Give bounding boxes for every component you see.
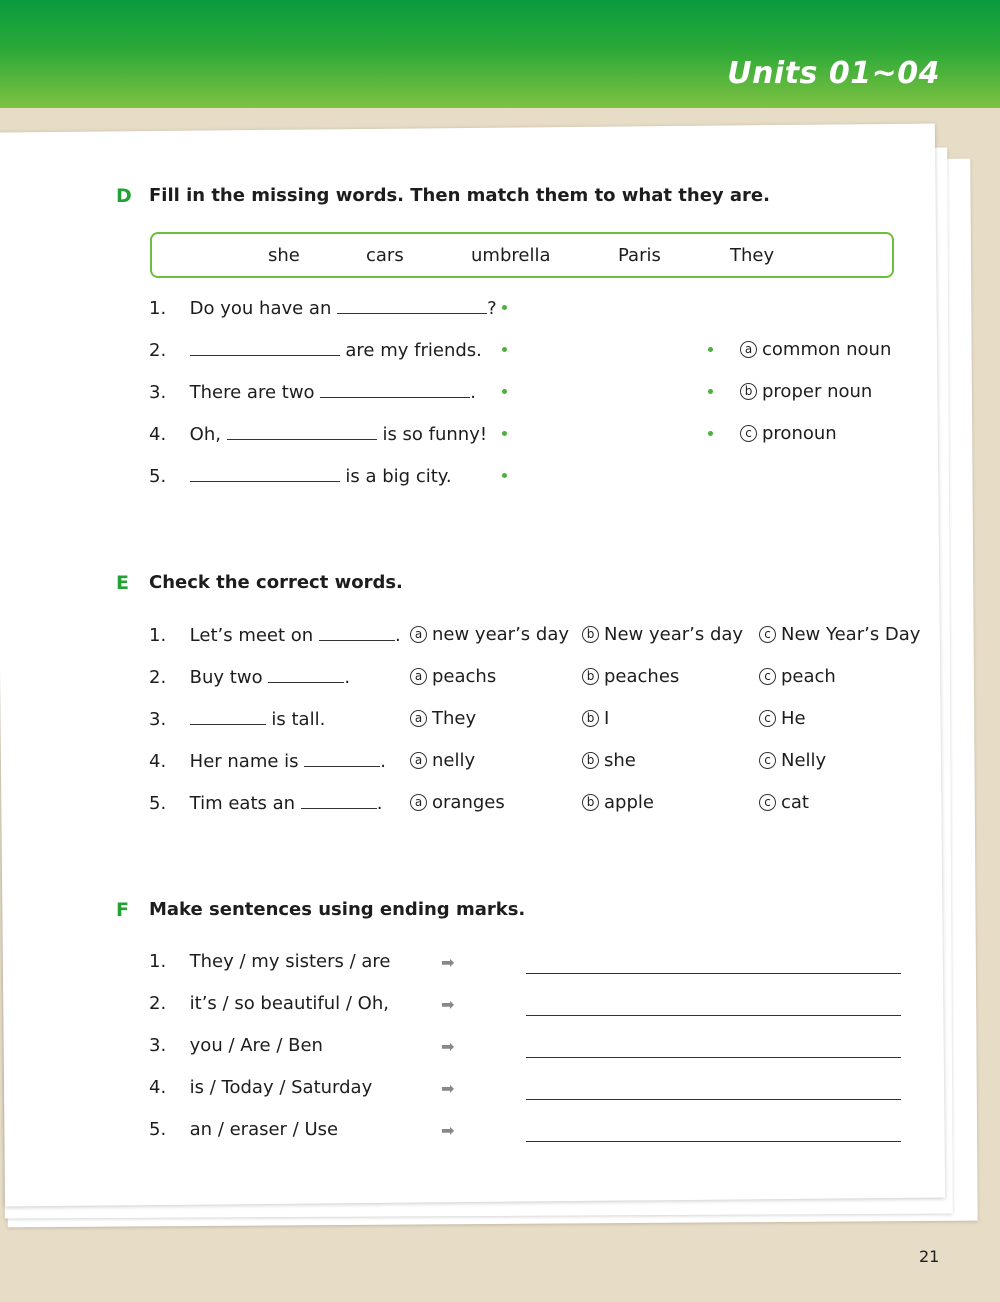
match-dot-right[interactable] [708,431,713,436]
option-b[interactable] [582,749,636,773]
answer-blank[interactable] [268,665,344,683]
question-text: . [380,751,387,772]
option-letter-b: b [582,668,599,685]
question-text: There are two [189,382,315,403]
answer-blank[interactable] [301,791,377,809]
option-b[interactable] [582,707,609,731]
section-f-letter: F [116,899,129,921]
question-number: 3. [149,1035,167,1056]
match-dot-left[interactable] [502,389,507,394]
option-letter-b: b [582,794,599,811]
option-letter-b: b [582,626,599,643]
option-text: nelly [432,750,476,771]
option-c[interactable] [759,623,920,647]
option-letter-b: b [582,710,599,727]
option-letter-c: c [759,710,776,727]
arrow-right-icon: ➡ [441,1079,455,1098]
question-text: is a big city. [345,466,452,487]
question-e1 [149,623,401,648]
word-bank-item: she [268,245,300,266]
question-text: is so funny! [382,424,488,445]
option-text: new year’s day [432,624,570,645]
answer-line[interactable] [526,1015,901,1016]
question-number: 1. [149,625,167,646]
question-number: 2. [149,667,167,688]
question-number: 4. [149,1077,167,1098]
option-text: They [432,708,477,729]
option-text: New year’s day [604,624,744,645]
option-letter-c: c [759,752,776,769]
option-b[interactable] [582,665,679,689]
question-text: . [376,793,383,814]
question-number: 3. [149,382,167,403]
category-label: pronoun [762,423,837,444]
option-text: cat [781,792,809,813]
answer-blank[interactable] [190,338,340,356]
word-bank-item: They [730,245,775,266]
option-a[interactable] [410,623,569,647]
arrow-right-icon: ➡ [441,1121,455,1140]
answer-blank[interactable] [227,422,377,440]
question-d4 [149,422,487,447]
answer-blank[interactable] [320,380,470,398]
question-text: Do you have an [189,298,332,319]
section-f-instruction: Make sentences using ending marks. [149,899,526,920]
question-text: Oh, [189,424,221,445]
question-text: Buy two [189,667,263,688]
match-dot-left[interactable] [502,347,507,352]
option-text: she [604,750,636,771]
question-number: 5. [149,793,167,814]
question-f4 [149,1076,372,1100]
arrow-right-icon: ➡ [441,1037,455,1056]
question-f1 [149,950,391,974]
scrambled-words: an / eraser / Use [189,1119,339,1140]
option-text: peaches [604,666,680,687]
option-text: I [604,708,610,729]
option-letter-c: c [759,668,776,685]
option-letter-b: b [740,383,757,400]
option-letter-a: a [410,794,427,811]
question-text: is tall. [271,709,326,730]
category-label: common noun [762,339,892,360]
match-dot-right[interactable] [708,347,713,352]
answer-line[interactable] [526,1099,901,1100]
answer-blank[interactable] [319,623,395,641]
answer-line[interactable] [526,973,901,974]
question-number: 1. [149,951,167,972]
option-letter-a: a [410,668,427,685]
question-f2 [149,992,389,1016]
scrambled-words: you / Are / Ben [189,1035,323,1056]
question-number: 4. [149,751,167,772]
question-e5 [149,791,383,816]
category-common-noun [740,338,891,362]
option-letter-a: a [410,752,427,769]
unit-title: Units 01~04 [727,56,940,91]
option-b[interactable] [582,623,743,647]
question-text: . [344,667,351,688]
option-text: apple [604,792,654,813]
question-text: are my friends. [345,340,482,361]
option-a[interactable] [410,791,505,815]
question-number: 3. [149,709,167,730]
option-letter-b: b [582,752,599,769]
option-a[interactable] [410,665,496,689]
option-letter-a: a [740,341,757,358]
question-text: . [470,382,477,403]
question-d1 [149,296,497,321]
question-e3 [149,707,325,732]
option-text: peach [781,666,836,687]
answer-line[interactable] [526,1057,901,1058]
option-letter-a: a [410,626,427,643]
answer-blank[interactable] [190,464,340,482]
arrow-right-icon: ➡ [441,995,455,1014]
option-c[interactable] [759,749,826,773]
question-number: 2. [149,993,167,1014]
answer-blank[interactable] [190,707,266,725]
option-letter-a: a [410,710,427,727]
question-text: ? [487,298,497,319]
option-a[interactable] [410,749,475,773]
section-e-letter: E [116,572,129,594]
question-d2 [149,338,482,363]
question-number: 5. [149,1119,167,1140]
option-text: peachs [432,666,497,687]
page-number: 21 [919,1247,940,1266]
word-bank-item: umbrella [471,245,551,266]
question-text: Her name is [189,751,299,772]
question-f3 [149,1034,323,1058]
match-dot-left[interactable] [502,431,507,436]
question-number: 5. [149,466,167,487]
answer-line[interactable] [526,1141,901,1142]
question-number: 1. [149,298,167,319]
section-d-letter: D [116,185,132,207]
option-a[interactable] [410,707,476,731]
category-proper-noun [740,380,872,404]
match-dot-right[interactable] [708,389,713,394]
option-letter-c: c [740,425,757,442]
option-c[interactable] [759,707,806,731]
section-d-instruction: Fill in the missing words. Then match them to what they are. [149,185,770,206]
question-e4 [149,749,386,774]
word-bank-item: cars [366,245,404,266]
scrambled-words: They / my sisters / are [189,951,391,972]
option-c[interactable] [759,665,836,689]
category-pronoun [740,422,837,446]
answer-blank[interactable] [337,296,487,314]
question-d5 [149,464,452,489]
question-number: 4. [149,424,167,445]
arrow-right-icon: ➡ [441,953,455,972]
match-dot-left[interactable] [502,305,507,310]
option-letter-c: c [759,794,776,811]
option-letter-c: c [759,626,776,643]
match-dot-left[interactable] [502,473,507,478]
question-e2 [149,665,350,690]
question-f5 [149,1118,338,1142]
option-text: Nelly [781,750,827,771]
option-text: New Year’s Day [781,624,921,645]
category-label: proper noun [762,381,873,402]
question-d3 [149,380,476,405]
scrambled-words: is / Today / Saturday [189,1077,373,1098]
option-c[interactable] [759,791,809,815]
question-text: . [394,625,401,646]
section-e-instruction: Check the correct words. [149,572,403,593]
question-number: 2. [149,340,167,361]
option-text: He [781,708,806,729]
option-text: oranges [432,792,505,813]
scrambled-words: it’s / so beautiful / Oh, [189,993,389,1014]
question-text: Tim eats an [189,793,296,814]
question-text: Let’s meet on [189,625,314,646]
answer-blank[interactable] [304,749,380,767]
word-bank-item: Paris [618,245,661,266]
option-b[interactable] [582,791,654,815]
